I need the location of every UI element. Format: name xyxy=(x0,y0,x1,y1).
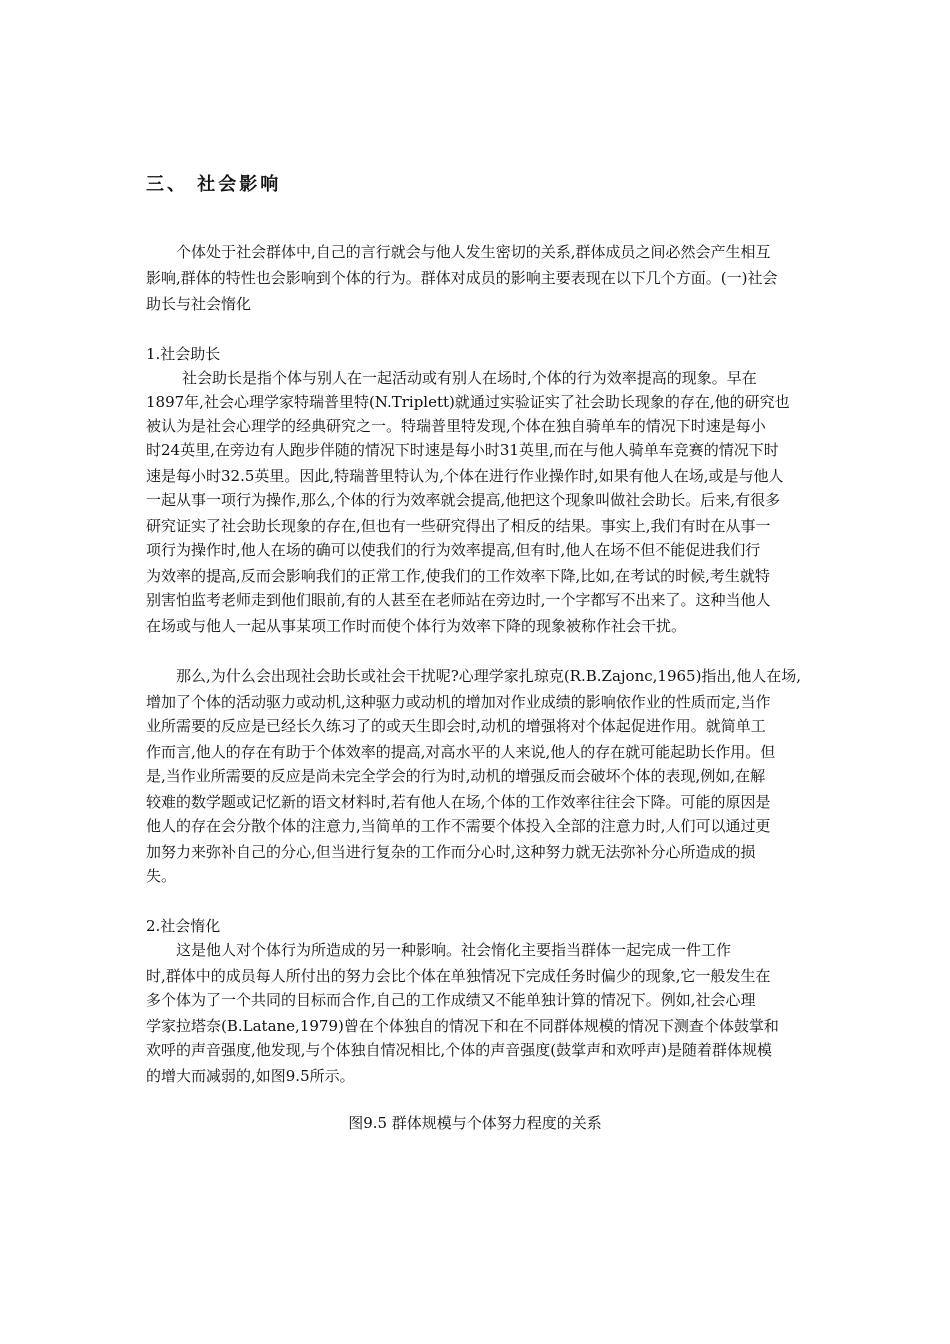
text-line: 是,当作业所需要的反应是尚未完全学会的行为时,动机的增强反而会破坏个体的表现,例如,在解 xyxy=(146,767,766,785)
text-line: 较难的数学题或记忆新的语文材料时,若有他人在场,个体的工作效率往往会下降。可能的原因是 xyxy=(146,793,771,811)
text-line: 的增大而减弱的,如图9.5所示。 xyxy=(146,1067,355,1085)
text-line: 个体处于社会群体中,自己的言行就会与他人发生密切的关系,群体成员之间必然会产生相互 xyxy=(176,243,771,261)
text-line: 项行为操作时,他人在场的确可以使我们的行为效率提高,但有时,他人在场不但不能促进我们行 xyxy=(146,541,761,559)
text-line: 1897年,社会心理学家特瑞普里特(N.Triplett)就通过实验证实了社会助长现象的存在,他的研究也 xyxy=(146,393,790,411)
text-line: 业所需要的反应是已经长久练习了的或天生即会时,动机的增强将对个体起促进作用。就简单工 xyxy=(146,717,766,735)
text-line: 那么,为什么会出现社会助长或社会干扰呢?心理学家扎琼克(R.B.Zajonc,1965)指出,他人在场, xyxy=(176,667,801,685)
text-line: 他人的存在会分散个体的注意力,当简单的工作不需要个体投入全部的注意力时,人们可以通过更 xyxy=(146,817,771,835)
text-line: 别害怕监考老师走到他们眼前,有的人甚至在老师站在旁边时,一个字都写不出来了。这种当他人 xyxy=(146,591,771,609)
text-line: 时24英里,在旁边有人跑步伴随的情况下时速是每小时31英里,而在与他人骑单车竞赛的情况下时 xyxy=(146,441,779,459)
text-line: 被认为是社会心理学的经典研究之一。特瑞普里特发现,个体在独自骑单车的情况下时速是每小 xyxy=(146,417,766,435)
text-line: 作而言,他人的存在有助于个体效率的提高,对高水平的人来说,他人的存在就可能起助长作用。但 xyxy=(146,743,776,761)
text-line: 助长与社会惰化 xyxy=(146,295,252,313)
text-line: 增加了个体的活动驱力或动机,这种驱力或动机的增加对作业成绩的影响依作业的性质而定,当作 xyxy=(146,693,771,711)
text-line: 学家拉塔奈(B.Latane,1979)曾在个体独自的情况下和在不同群体规模的情况下测查个体鼓掌和 xyxy=(146,1017,779,1035)
text-line: 速是每小时32.5英里。因此,特瑞普里特认为,个体在进行作业操作时,如果有他人在场,或是与他人 xyxy=(146,467,784,485)
text-line: 多个体为了一个共同的目标而合作,自己的工作成绩又不能单独计算的情况下。例如,社会心理 xyxy=(146,991,756,1009)
text-line: 这是他人对个体行为所造成的另一种影响。社会惰化主要指当群体一起完成一件工作 xyxy=(176,941,732,959)
text-line: 加努力来弥补自己的分心,但当进行复杂的工作而分心时,这种努力就无法弥补分心所造成的损 xyxy=(146,843,756,861)
text-line: 一起从事一项行为操作,那么,个体的行为效率就会提高,他把这个现象叫做社会助长。后来,有很多 xyxy=(146,491,781,509)
figure-caption: 图9.5 群体规模与个体努力程度的关系 xyxy=(348,1114,602,1132)
text-line: 影响,群体的特性也会影响到个体的行为。群体对成员的影响主要表现在以下几个方面。(一)社会 xyxy=(146,269,778,287)
text-line: 研究证实了社会助长现象的存在,但也有一些研究得出了相反的结果。事实上,我们有时在从事一 xyxy=(146,517,771,535)
text-line: 社会助长是指个体与别人在一起活动或有别人在场时,个体的行为效率提高的现象。早在 xyxy=(182,369,757,387)
text-line: 时,群体中的成员每人所付出的努力会比个体在单独情况下完成任务时偏少的现象,它一般发生在 xyxy=(146,967,771,985)
text-line: 在场或与他人一起从事某项工作时而使个体行为效率下降的现象被称作社会干扰。 xyxy=(146,617,687,635)
text-line: 为效率的提高,反而会影响我们的正常工作,使我们的工作效率下降,比如,在考试的时候,考生就特 xyxy=(146,567,770,585)
text-line: 欢呼的声音强度,他发现,与个体独自情况相比,个体的声音强度(鼓掌声和欢呼声)是随着群体规模 xyxy=(146,1041,773,1059)
text-line: 失。 xyxy=(146,867,177,885)
subsection-heading-social-facilitation: 1.社会助长 xyxy=(146,345,221,363)
subsection-heading-social-loafing: 2.社会惰化 xyxy=(146,917,221,935)
section-heading: 三、 社会影响 xyxy=(146,174,282,195)
